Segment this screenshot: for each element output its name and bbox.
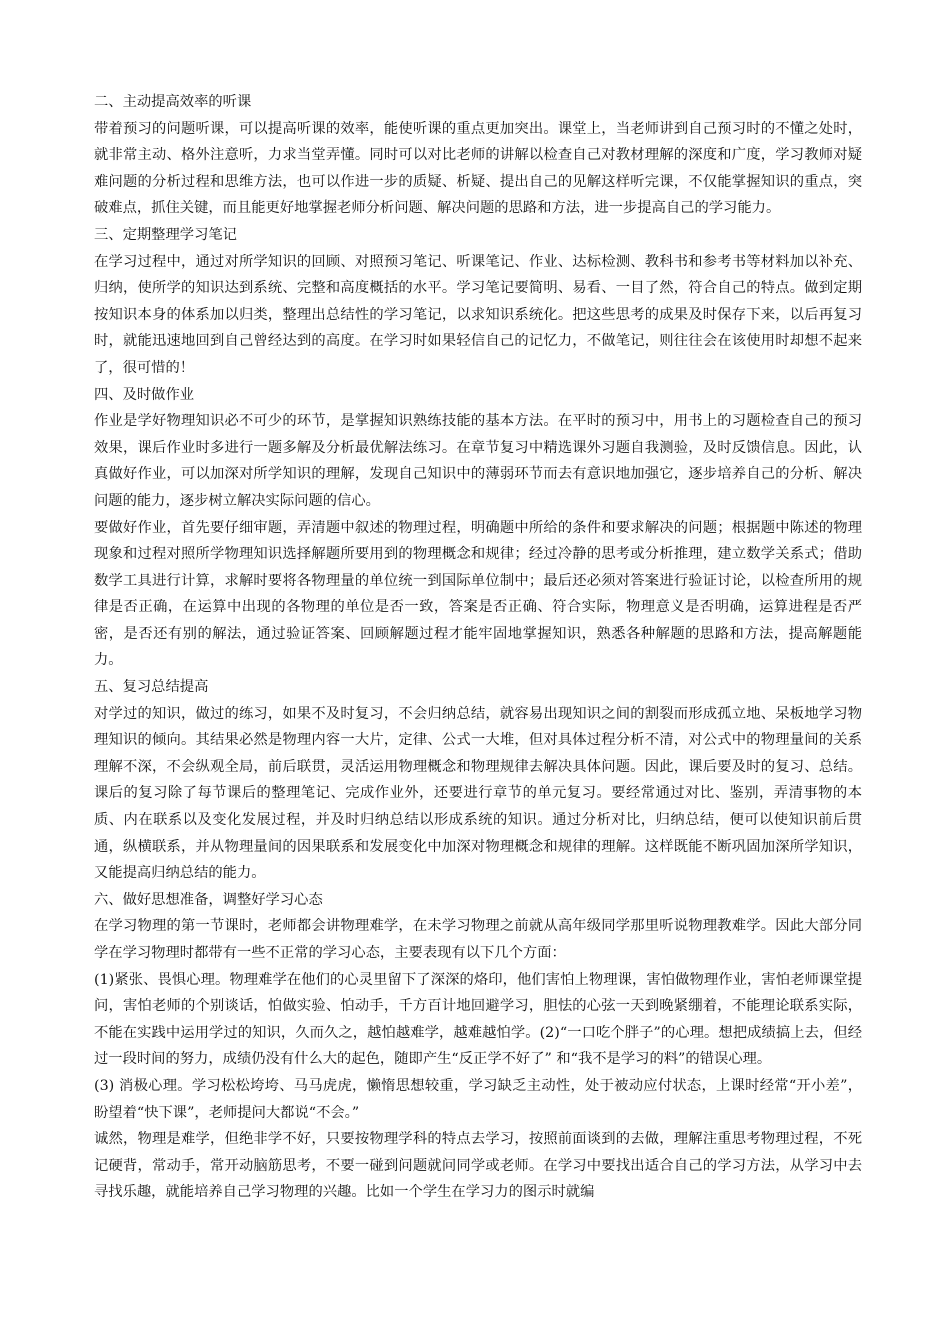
paragraph-mindset-intro: 在学习物理的第一节课时，老师都会讲物理难学，在未学习物理之前就从高年级同学那里听说物理教难学。因此大部分同学在学习物理时都带有一些不正常的学习心态，主要表现有以下几个方面： xyxy=(94,918,862,961)
paragraph-notes: 在学习过程中，通过对所学知识的回顾、对照预习笔记、听课笔记、作业、达标检测、教科书和参考书等材料加以补充、归纳，使所学的知识达到系统、完整和高度概括的水平。学习笔记要简明、易看、一目了然，符合自己的特点。做到定期按知识本身的体系加以归类，整理出总结性的学习笔记，以求知识系统化。把这些思考的成果及时保存下来，以后再复习时，就能迅速地回到自己曾经达到的高度。在学习时如果轻信自己的记忆力，不做笔记，则往往会在该使用时却想不起来了，很可惜的！ xyxy=(94,253,862,376)
section-heading-homework: 四、及时做作业 xyxy=(94,386,195,403)
section-heading-mindset: 六、做好思想准备，调整好学习心态 xyxy=(94,891,323,908)
paragraph-homework-2: 要做好作业，首先要仔细审题，弄清题中叙述的物理过程，明确题中所给的条件和要求解决的问题；根据题中陈述的物理现象和过程对照所学物理知识选择解题所要用到的物理概念和规律；经过冷静的思考或分析推理，建立数学关系式；借助数学工具进行计算，求解时要将各物理量的单位统一到国际单位制中；最后还必须对答案进行验证讨论，以检查所用的规律是否正确，在运算中出现的各物理的单位是否一致，答案是否正确、符合实际，物理意义是否明确，运算进程是否严密，是否还有别的解法，通过验证答案、回顾解题过程才能牢固地掌握知识，熟悉各种解题的思路和方法，提高解题能力。 xyxy=(94,519,862,669)
paragraph-mindset-conclusion: 诚然，物理是难学，但绝非学不好，只要按物理学科的特点去学习，按照前面谈到的去做，理解注重思考物理过程，不死记硬背，常动手，常开动脑筋思考，不要一碰到问题就问同学或老师。在学习中要找出适合自己的学习方法，从学习中去寻找乐趣，就能培养自己学习物理的兴趣。比如一个学生在学习力的图示时就编 xyxy=(94,1131,862,1201)
section-heading-listening: 二、主动提高效率的听课 xyxy=(94,94,252,110)
paragraph-mindset-fear: (1)紧张、畏惧心理。物理难学在他们的心灵里留下了深深的烙印，他们害怕上物理课，害怕做物理作业，害怕老师课堂提问，害怕老师的个别谈话，怕做实验、怕动手，千方百计地回避学习，胆怯的心弦一天到晚紧绷着，不能理论联系实际，不能在实践中运用学过的知识，久而久之，越怕越难学，越难越怕学。(2)“一口吃个胖子”的心理。想把成绩搞上去，但经过一段时间的努力，成绩仍没有什么大的起色，随即产生“反正学不好了” 和“我不是学习的料”的错误心理。 xyxy=(94,971,862,1068)
section-heading-notes: 三、定期整理学习笔记 xyxy=(94,226,237,243)
document-body xyxy=(94,89,862,1206)
paragraph-mindset-passive: (3) 消极心理。学习松松垮垮、马马虎虎，懒惰思想较重，学习缺乏主动性，处于被动应付状态，上课时经常“开小差”，盼望着“快下课”，老师提问大都说“不会。” xyxy=(94,1077,862,1121)
paragraph-homework-1: 作业是学好物理知识必不可少的环节，是掌握知识熟练技能的基本方法。在平时的预习中，用书上的习题检查自己的预习效果，课后作业时多进行一题多解及分析最优解法练习。在章节复习中精选课外习题自我测验，及时反馈信息。因此，认真做好作业，可以加深对所学知识的理解，发现自己知识中的薄弱环节而去有意识地加强它，逐步培养自己的分析、解决问题的能力，逐步树立解决实际问题的信心。 xyxy=(94,413,862,509)
paragraph-listening: 带着预习的问题听课，可以提高听课的效率，能使听课的重点更加突出。课堂上，当老师讲到自己预习时的不懂之处时，就非常主动、格外注意听，力求当堂弄懂。同时可以对比老师的讲解以检查自己对教材理解的深度和广度，学习教师对疑难问题的分析过程和思维方法，也可以作进一步的质疑、析疑、提出自己的见解这样听完课，不仅能掌握知识的重点，突破难点，抓住关键，而且能更好地掌握老师分析问题、解决问题的思路和方法，进一步提高自己的学习能力。 xyxy=(94,120,862,217)
paragraph-review: 对学过的知识，做过的练习，如果不及时复习，不会归纳总结，就容易出现知识之间的割裂而形成孤立地、呆板地学习物理知识的倾向。其结果必然是物理内容一大片，定律、公式一大堆，但对具体过程分析不清，对公式中的物理量间的关系理解不深，不会纵观全局，前后联贯，灵活运用物理概念和物理规律去解决具体问题。因此，课后要及时的复习、总结。课后的复习除了每节课后的整理笔记、完成作业外，还要进行章节的单元复习。要经常通过对比、鉴别，弄清事物的本质、内在联系以及变化发展过程，并及时归纳总结以形成系统的知识。通过分析对比，归纳总结，便可以使知识前后贯通，纵横联系，并从物理量间的因果联系和发展变化中加深对物理概念和规律的理解。这样既能不断巩固加深所学知识，又能提高归纳总结的能力。 xyxy=(94,705,862,882)
section-heading-review: 五、复习总结提高 xyxy=(94,679,209,696)
